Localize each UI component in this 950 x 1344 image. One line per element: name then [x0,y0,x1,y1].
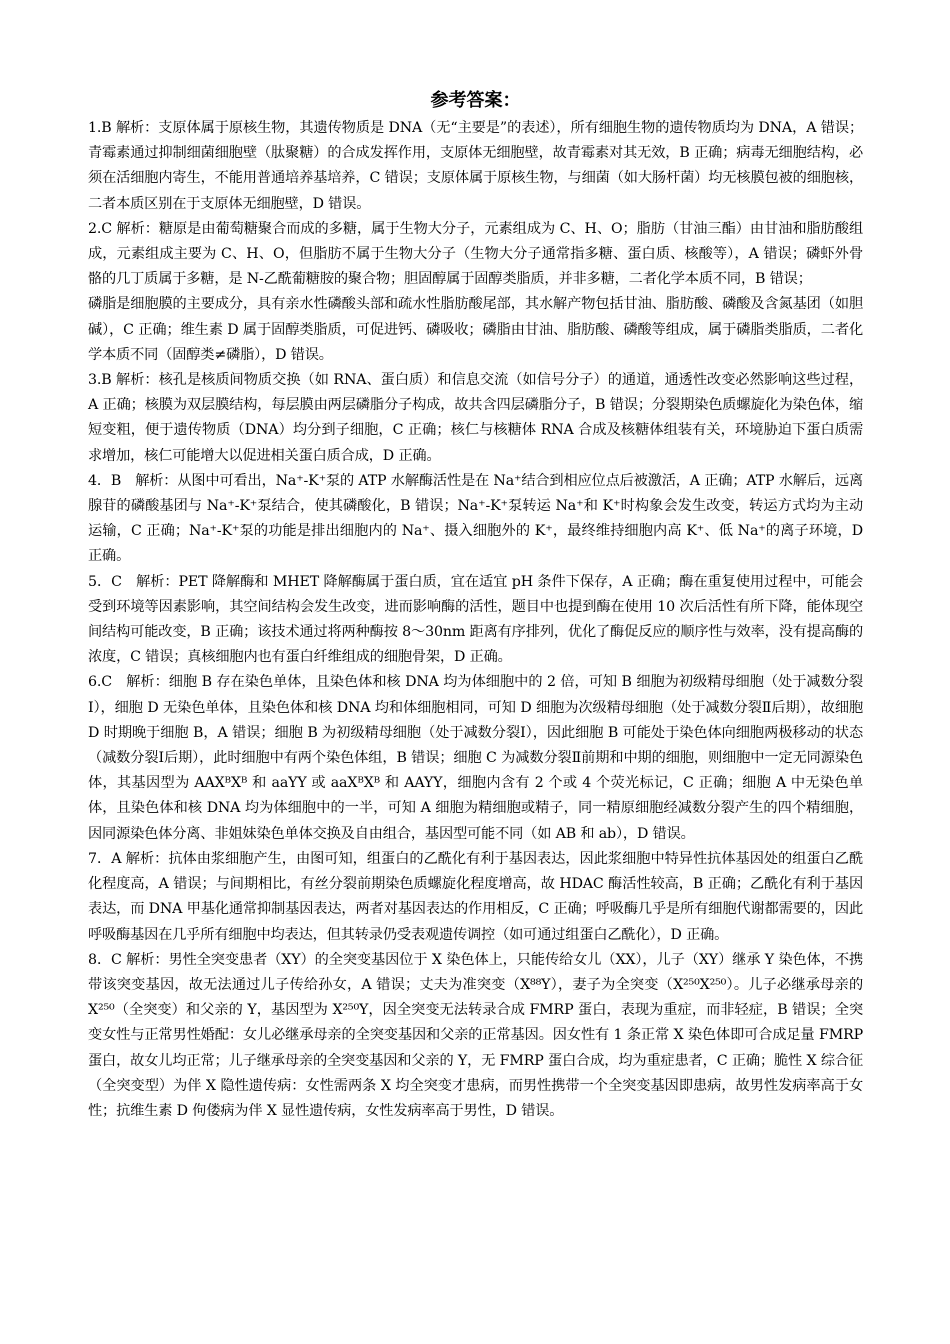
answer-1: 1.B 解析：支原体属于原核生物，其遗传物质是 DNA（无“主要是”的表述），所有细胞生物的遗传物质均为 DNA，A 错误；青霉素通过抑制细菌细胞壁（肽聚糖）的合成发挥作用，支原体无细胞壁，故青霉素对其无效，B 正确；病毒无细胞结构，必须在活细胞内寄生，不能用普通培养基培养，C 错误；支原体属于原核生物，与细菌（如大肠杆菌）均无核膜包被的细胞核，二者本质区别在于支原体无细胞壁，D 错误。 [88,120,863,212]
answer-7: 7．A 解析：抗体由浆细胞产生，由图可知，组蛋白的乙酰化有利于基因表达，因此浆细胞中特异性抗体基因处的组蛋白乙酰化程度高，A 错误；与间期相比，有丝分裂前期染色质螺旋化程度增高，故 HDAC 酶活性较高，B 正确；乙酰化有利于基因表达，而 DNA 甲基化通常抑制基因表达，两者对基因表达的作用相反，C 正确；呼吸酶几乎是所有细胞代谢都需要的，因此呼吸酶基因在几乎所有细胞中均表达，但其转录仍受表观遗传调控（如可通过组蛋白乙酰化），D 正确。 [88,850,863,943]
answer-document [88,88,863,1124]
answer-6: 6.C 解析：细胞 B 存在染色单体，且染色体和核 DNA 均为体细胞中的 2 倍，可知 B 细胞为初级精母细胞（处于减数分裂Ⅰ），细胞 D 无染色单体，且染色体和核 DNA 均和体细胞相同，可知 D 细胞为次级精母细胞（处于减数分裂Ⅱ后期），故细胞 D 时期晚于细胞 B，A 错误；细胞 B 为初级精母细胞（处于减数分裂Ⅰ），因此细胞 B 可能处于染色体向细胞两极移动的状态（减数分裂Ⅰ后期），此时细胞中有两个染色体组，B 错误；细胞 C 为减数分裂Ⅱ前期和中期的细胞，则细胞中一定无同源染色体，其基因型为 AAXᴮXᴮ 和 aaYY 或 aaXᴮXᴮ 和 AAYY，细胞内含有 2 个或 4 个荧光标记，C 正确；细胞 A 中无染色单体，且染色体和核 DNA 均为体细胞中的一半，可知 A 细胞为精细胞或精子，同一精原细胞经减数分裂产生的四个精细胞，因同源染色体分离、非姐妹染色单体交换及自由组合，基因型可能不同（如 AB 和 ab），D 错误。 [88,674,863,842]
answer-8: 8．C 解析：男性全突变患者（XY）的全突变基因位于 X 染色体上，只能传给女儿（XX），儿子（XY）继承 Y 染色体，不携带该突变基因，故无法通过儿子传给孙女，A 错误；丈夫为准突变（X⁸⁸Y），妻子为全突变（X²⁵⁰X²⁵⁰）。儿子必继承母亲的 X²⁵⁰（全突变）和父亲的 Y，基因型为 X²⁵⁰Y，因全突变无法转录合成 FMRP 蛋白，表现为重症，而非轻症，B 错误；全突变女性与正常男性婚配：女儿必继承母亲的全突变基因和父亲的正常基因。因女性有 1 条正常 X 染色体即可合成足量 FMRP 蛋白，故女儿均正常；儿子继承母亲的全突变基因和父亲的 Y，无 FMRP 蛋白合成，均为重症患者，C 正确；脆性 X 综合征（全突变型）为伴 X 隐性遗传病：女性需两条 X 均全突变才患病，而男性携带一个全突变基因即患病，故男性发病率高于女性；抗维生素 D 佝偻病为伴 X 显性遗传病，女性发病率高于男性，D 错误。 [88,951,863,1119]
answer-5: 5．C 解析：PET 降解酶和 MHET 降解酶属于蛋白质，宜在适宜 pH 条件下保存，A 正确；酶在重复使用过程中，可能会受到环境等因素影响，其空间结构会发生改变，进而影响酶的活性，题目中也提到酶在使用 10 次后活性有所下降，能体现空间结构可能改变，B 正确；该技术通过将两种酶按 8～30nm 距离有序排列，优化了酶促反应的顺序性与效率，没有提高酶的浓度，C 错误；真核细胞内也有蛋白纤维组成的细胞骨架，D 正确。 [88,573,863,666]
answer-3: 3.B 解析：核孔是核质间物质交换（如 RNA、蛋白质）和信息交流（如信号分子）的通道，通透性改变必然影响这些过程，A 正确；核膜为双层膜结构，每层膜由两层磷脂分子构成，故共含四层磷脂分子，B 错误；分裂期染色质螺旋化为染色体，缩短变粗，便于遗传物质（DNA）均分到子细胞，C 正确；核仁与核糖体 RNA 合成及核糖体组装有关，环境胁迫下蛋白质需求增加，核仁可能增大以促进相关蛋白质合成，D 正确。 [88,372,863,464]
answer-4: 4．B 解析：从图中可看出，Na⁺-K⁺泵的 ATP 水解酶活性是在 Na⁺结合到相应位点后被激活，A 正确；ATP 水解后，远离腺苷的磷酸基团与 Na⁺-K⁺泵结合，使其磷酸化，B 错误；Na⁺-K⁺泵转运 Na⁺和 K⁺时构象会发生改变，转运方式均为主动运输，C 正确；Na⁺-K⁺泵的功能是排出细胞内的 Na⁺、摄入细胞外的 K⁺，最终维持细胞内高 K⁺、低 Na⁺的离子环境，D 正确。 [88,472,863,565]
answer-2: 2.C 解析：糖原是由葡萄糖聚合而成的多糖，属于生物大分子，元素组成为 C、H、O；脂肪（甘油三酯）由甘油和脂肪酸组成，元素组成主要为 C、H、O，但脂肪不属于生物大分子（生物大分子通常指多糖、蛋白质、核酸等），A 错误；磷虾外骨骼的几丁质属于多糖，是 N-乙酰葡糖胺的聚合物；胆固醇属于固醇类脂质，并非多糖，二者化学本质不同，B 错误； [88,220,863,288]
answer-2-continued: 磷脂是细胞膜的主要成分，具有亲水性磷酸头部和疏水性脂肪酸尾部，其水解产物包括甘油、脂肪酸、磷酸及含氮基团（如胆碱），C 正确；维生素 D 属于固醇类脂质，可促进钙、磷吸收；磷脂由甘油、脂肪酸、磷酸等组成，属于磷脂类脂质，二者化学本质不同（固醇类≠磷脂），D 错误。 [88,296,863,363]
page-title: 参考答案： [430,90,521,111]
